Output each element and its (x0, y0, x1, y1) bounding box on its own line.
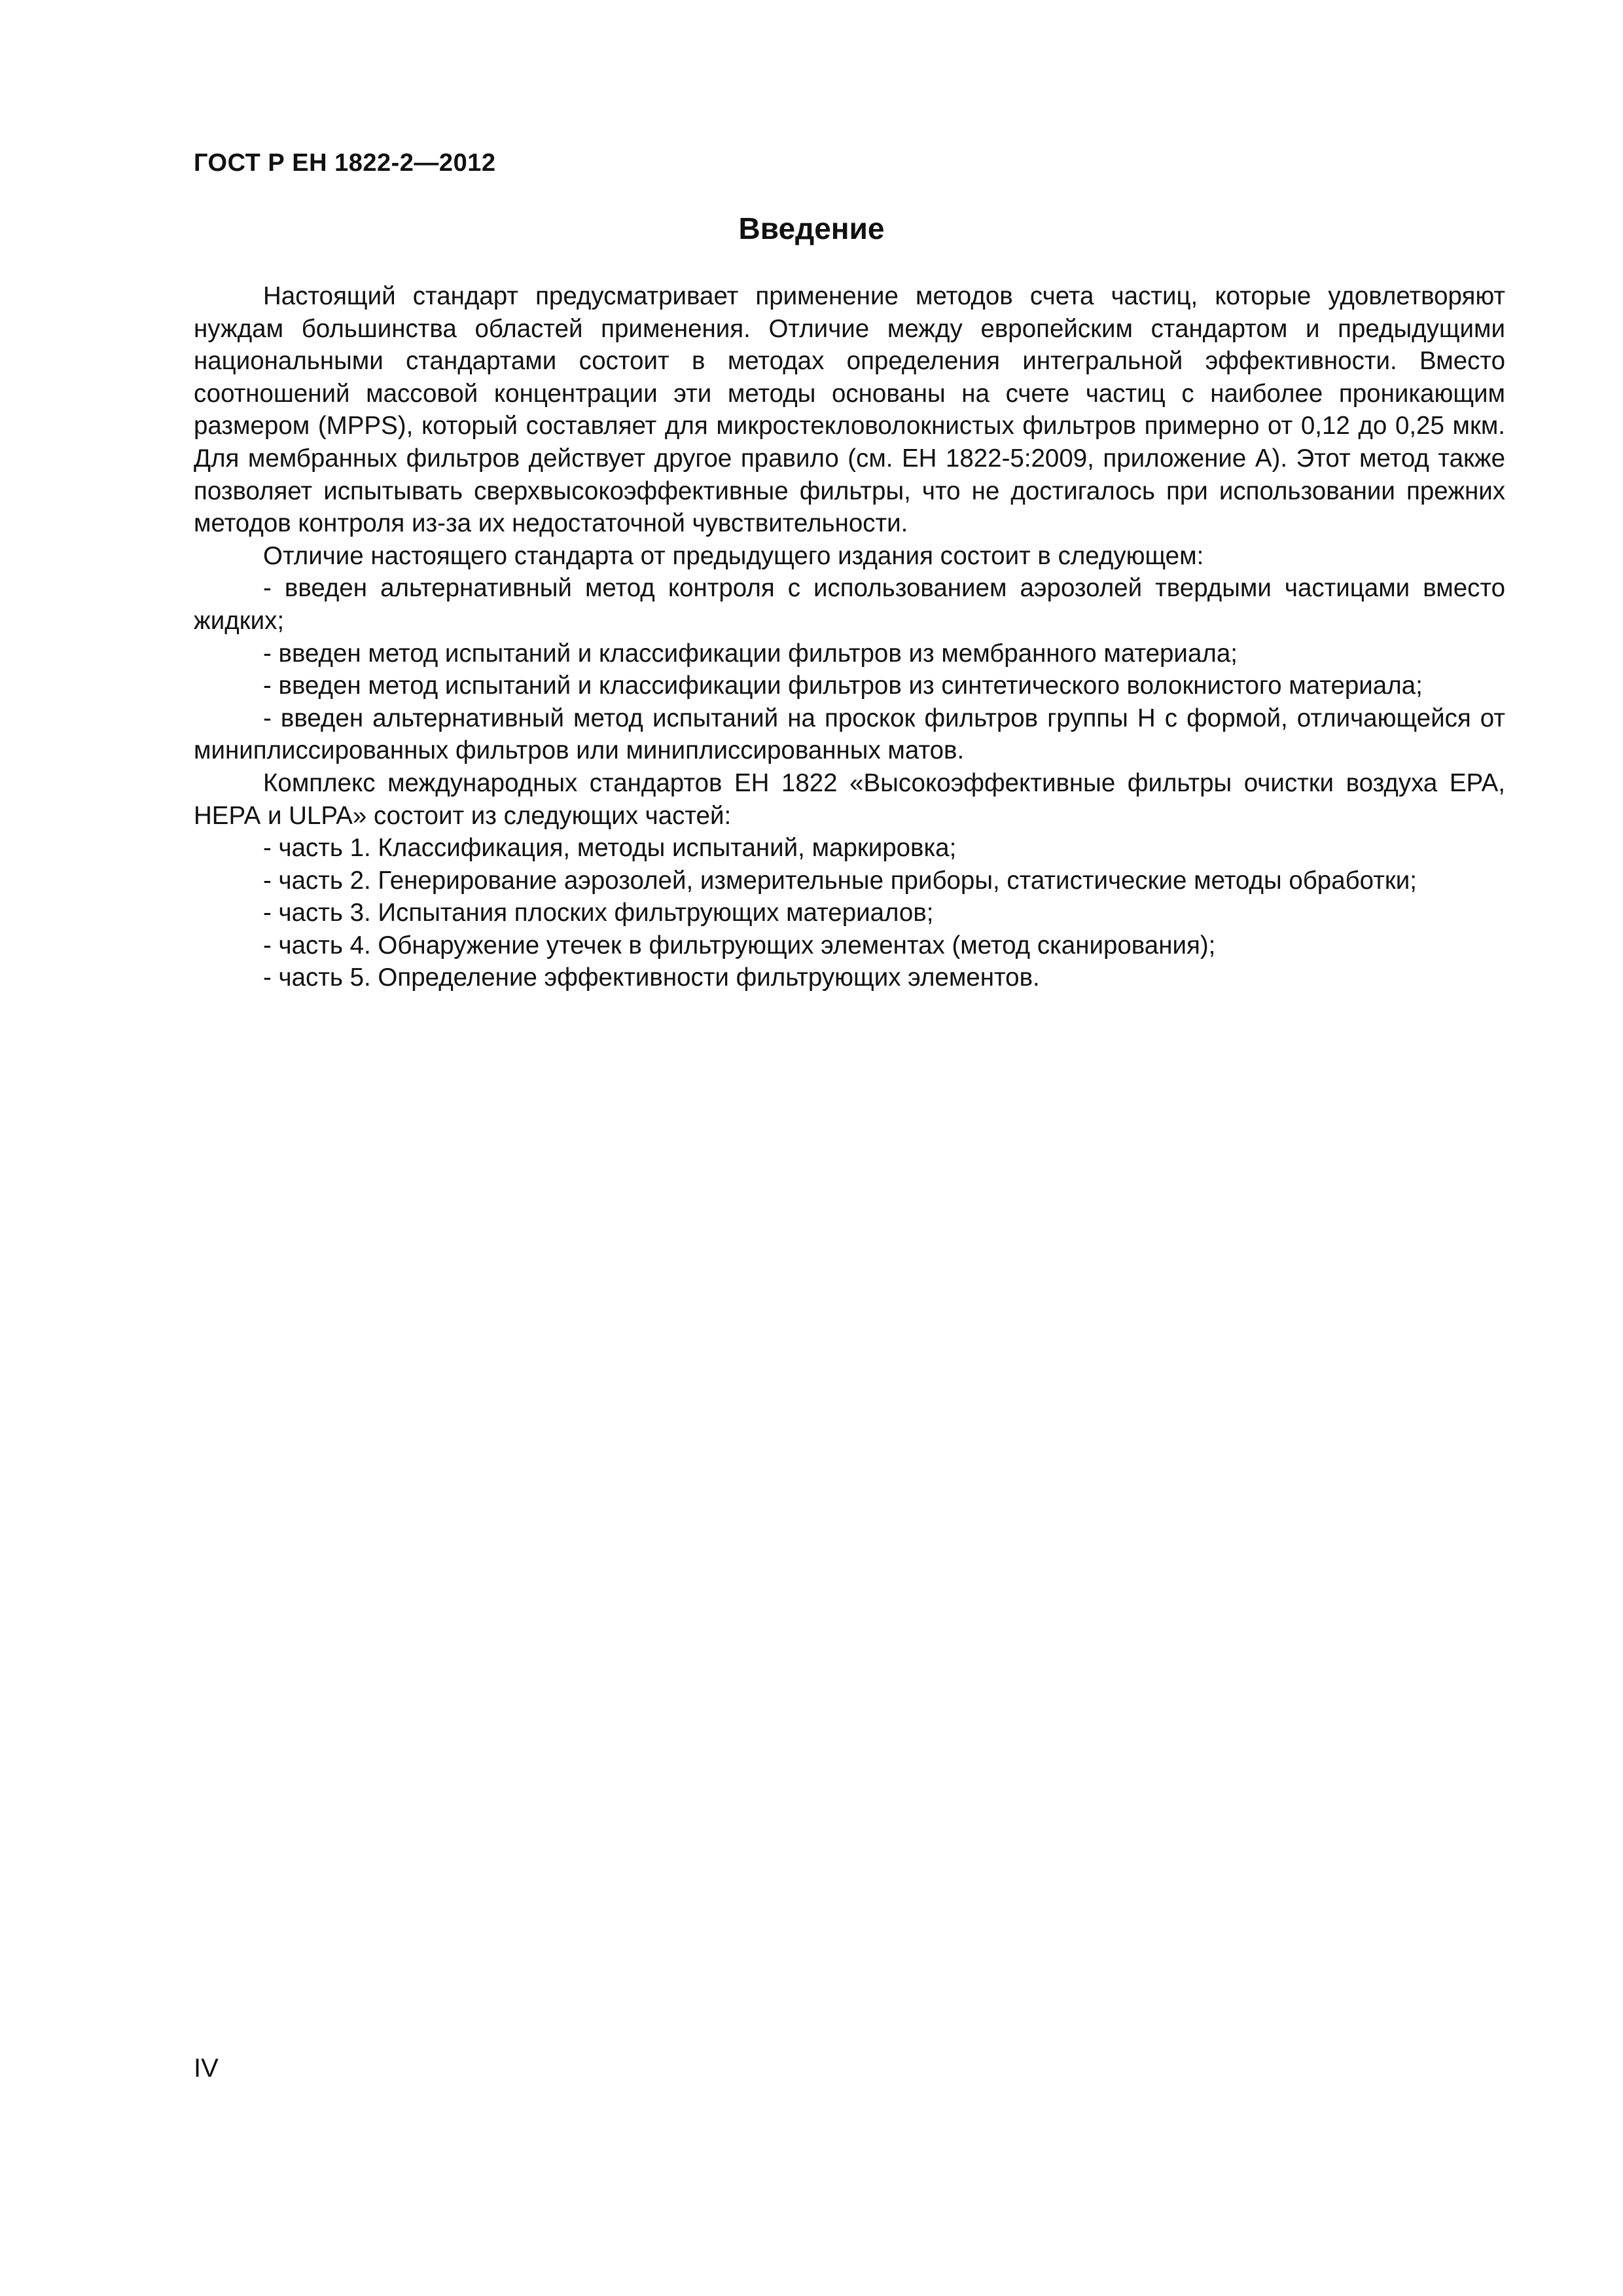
body-text (194, 280, 1505, 994)
list-item-part-4: - часть 4. Обнаружение утечек в фильтрующих элементах (метод сканирования); (263, 931, 1216, 960)
paragraph-differences-intro: Отличие настоящего стандарта от предыдущего издания состоит в следующем: (263, 541, 1204, 570)
document-code: ГОСТ Р ЕН 1822-2—2012 (194, 149, 496, 177)
list-item-difference-1: - введен альтернативный метод контроля с использованием аэрозолей твердыми частицами вместо жидких; (194, 574, 1505, 635)
page-number: IV (194, 2054, 219, 2083)
paragraph-intro: Настоящий стандарт предусматривает применение методов счета частиц, которые удовлетворяют нуждам большинства областей применения. Отличие между европейским стандартом и предыдущими национальными стандартами состоит в методах определения интегральной эффективности. Вместо соотношений массовой концентрации эти методы основаны на счете частиц с наиболее проникающим размером (MPPS), который составляет для микростекловолокнистых фильтров примерно от 0,12 до 0,25 мкм. Для мембранных фильтров действует другое правило (см. ЕН 1822-5:2009, приложение А). Этот метод также позволяет испытывать сверхвысокоэффективные фильтры, что не достигалось при использовании прежних методов контроля из-за их недостаточной чувствительности. (194, 282, 1505, 538)
paragraph-parts-intro: Комплекс международных стандартов ЕН 1822 «Высокоэффективные фильтры очистки воздуха ЕРА, НЕРА и ULPA» состоит из следующих частей: (194, 768, 1505, 830)
list-item-difference-2: - введен метод испытаний и классификации фильтров из мембранного материала; (263, 639, 1238, 668)
list-item-difference-3: - введен метод испытаний и классификации фильтров из синтетического волокнистого материала; (263, 672, 1423, 700)
list-item-part-1: - часть 1. Классификация, методы испытаний, маркировка; (263, 834, 957, 863)
list-item-part-5: - часть 5. Определение эффективности фильтрующих элементов. (263, 963, 1040, 992)
list-item-part-3: - часть 3. Испытания плоских фильтрующих материалов; (263, 899, 934, 927)
section-heading: Введение (738, 211, 885, 245)
list-item-difference-4: - введен альтернативный метод испытаний на проскок фильтров группы Н с формой, отличающейся от миниплиссированных фильтров или миниплиссированных матов. (194, 704, 1505, 765)
list-item-part-2: - часть 2. Генерирование аэрозолей, измерительные приборы, статистические методы обработки; (263, 866, 1417, 895)
